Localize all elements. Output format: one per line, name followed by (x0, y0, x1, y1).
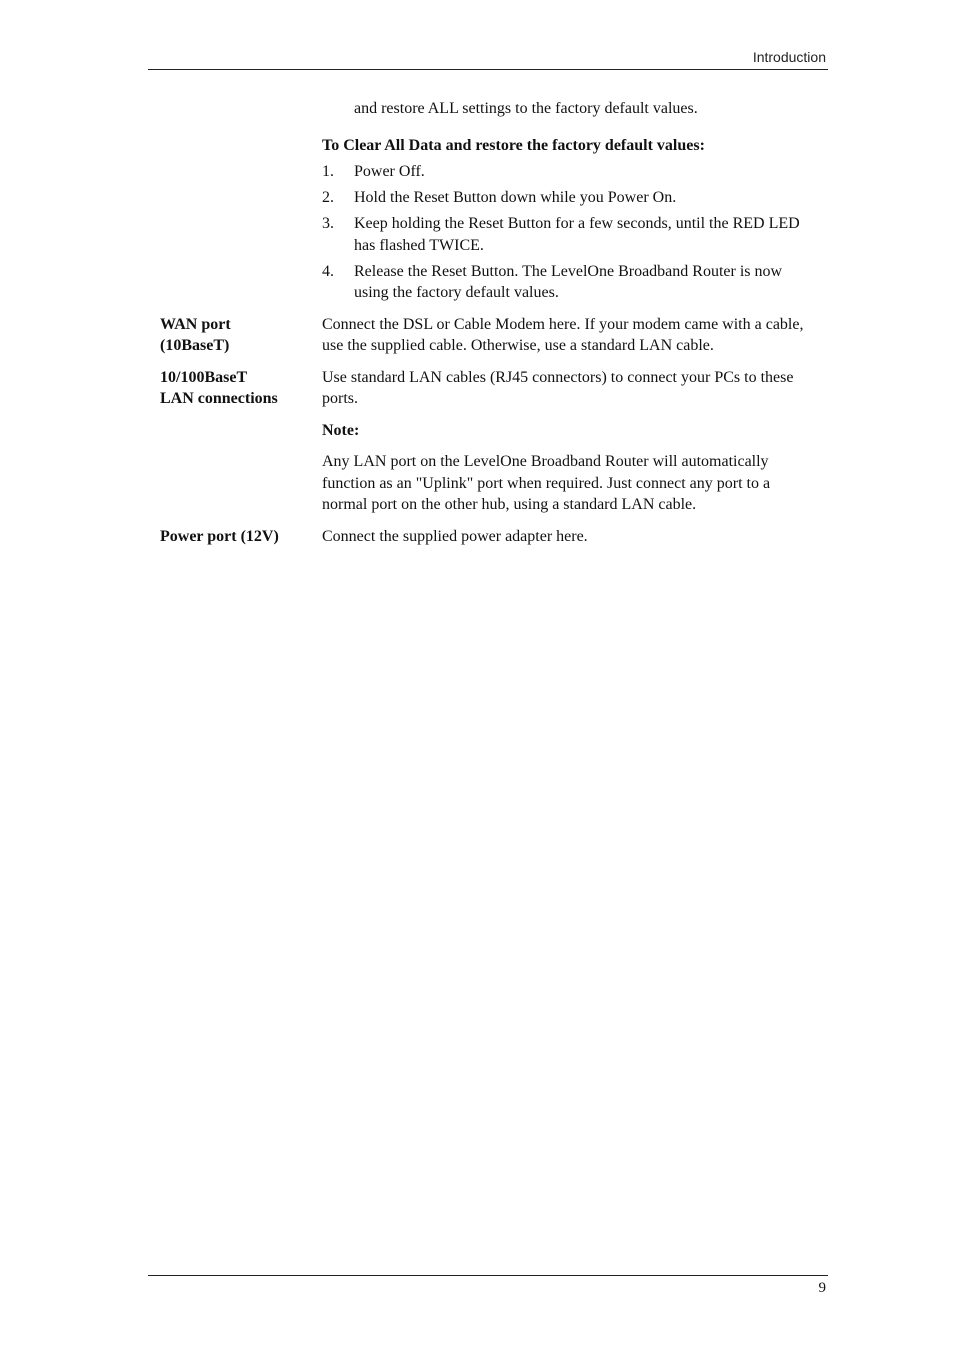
page-content (160, 98, 820, 547)
running-header: Introduction (752, 49, 826, 65)
footer-rule (148, 1275, 828, 1276)
power-port-label: Power port (12V) (160, 527, 279, 545)
wan-port-label (160, 314, 322, 357)
power-port-description: Connect the supplied power adapter here. (322, 527, 588, 545)
wan-port-description: Connect the DSL or Cable Modem here. If your modem came with a cable, use the supplied cable. Otherwise, use a standard LAN cable. (322, 315, 804, 354)
note-text: Any LAN port on the LevelOne Broadband Router will automatically function as an "Uplink" port when required. Just connect any port to a normal port on the other hub, using a standard LAN cable. (322, 453, 771, 513)
step-number: 4. (322, 262, 334, 280)
lan-connections-label (160, 367, 322, 516)
wan-label-line2: (10BaseT) (160, 337, 230, 354)
wan-label-line1: WAN port (160, 315, 231, 333)
step-text: Keep holding the Reset Button for a few seconds, until the RED LED has flashed TWICE. (354, 215, 800, 254)
intro-continuation: and restore ALL settings to the factory default values. (354, 100, 698, 117)
lan-connections-row (160, 367, 820, 516)
list-item (322, 261, 820, 304)
lan-label-line1: 10/100BaseT (160, 368, 248, 386)
header-rule (148, 69, 828, 70)
step-text: Hold the Reset Button down while you Power On. (354, 189, 677, 206)
page-number: 9 (818, 1280, 826, 1296)
list-item (322, 161, 820, 183)
lan-connections-description: Use standard LAN cables (RJ45 connectors) to connect your PCs to these ports. (322, 368, 794, 407)
reset-steps-list (160, 161, 820, 304)
list-item (322, 213, 820, 256)
step-text: Power Off. (354, 163, 425, 180)
lan-label-line2: LAN connections (160, 390, 278, 407)
step-number: 3. (322, 215, 334, 232)
step-number: 1. (322, 163, 334, 180)
step-text: Release the Reset Button. The LevelOne Broadband Router is now using the factory default values. (354, 262, 783, 301)
step-number: 2. (322, 189, 334, 206)
clear-data-heading: To Clear All Data and restore the factory default values: (322, 136, 705, 154)
power-port-row (160, 526, 820, 548)
list-item (322, 187, 820, 209)
lan-connections-body (322, 367, 820, 516)
note-heading: Note: (322, 421, 360, 439)
wan-port-row (160, 314, 820, 357)
